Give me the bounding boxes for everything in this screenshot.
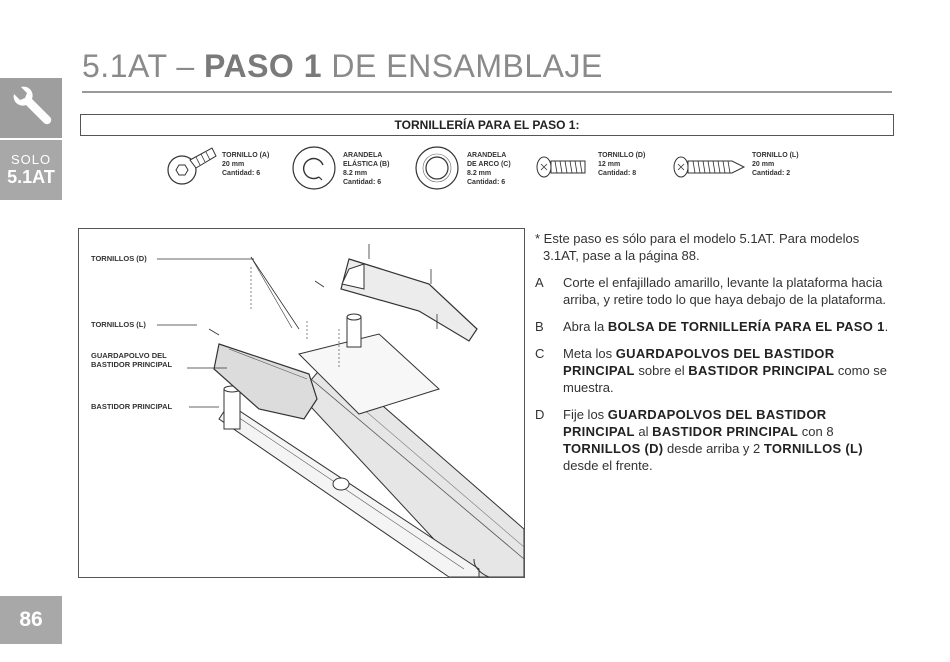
callout-screws-d: TORNILLOS (D) bbox=[91, 254, 147, 263]
part-c-name: ARANDELA bbox=[467, 152, 507, 159]
step-c-text: Meta los GUARDAPOLVOS DEL BASTIDOR PRINCIPAL sobre el BASTIDOR PRINCIPAL como se muestra. bbox=[563, 346, 888, 395]
model-label: 5.1AT bbox=[7, 167, 55, 187]
part-l-qty: Cantidad: 2 bbox=[752, 170, 791, 177]
step-b-letter: B bbox=[535, 319, 544, 334]
note-line2: 3.1AT, pase a la página 88. bbox=[543, 248, 700, 263]
wrench-tab bbox=[0, 78, 62, 138]
model-tab bbox=[0, 140, 62, 200]
solo-label: SOLO bbox=[10, 152, 52, 167]
step-a bbox=[535, 274, 895, 308]
step-a-text: Corte el enfajillado amarillo, levante la plataforma hacia arriba, y retire todo lo que haya debajo de la plataforma. bbox=[563, 275, 887, 307]
step-b bbox=[535, 318, 895, 335]
page-number: 86 bbox=[0, 596, 62, 644]
part-b-name: ARANDELA bbox=[343, 152, 383, 159]
wrench-icon bbox=[0, 78, 62, 138]
part-l-size: 20 mm bbox=[752, 161, 775, 168]
hardware-header-box bbox=[80, 114, 894, 136]
part-l-name: TORNILLO (L) bbox=[752, 152, 799, 159]
part-c-qty: Cantidad: 6 bbox=[467, 179, 506, 186]
part-a bbox=[222, 151, 269, 178]
step-d-text: Fije los GUARDAPOLVOS DEL BASTIDOR PRINCIPAL al BASTIDOR PRINCIPAL con 8 TORNILLOS (D) desde arriba y 2 TORNILLOS (L) desde el frente. bbox=[563, 407, 863, 473]
part-b bbox=[343, 151, 389, 187]
title-prefix: 5.1AT – bbox=[82, 48, 204, 84]
callout-guard-line1: GUARDAPOLVO DEL bbox=[91, 351, 167, 360]
part-a-size: 20 mm bbox=[222, 161, 245, 168]
callout-screws-l: TORNILLOS (L) bbox=[91, 320, 146, 329]
part-d-size: 12 mm bbox=[598, 161, 621, 168]
page-title bbox=[82, 48, 603, 85]
screw-l-icon bbox=[672, 152, 750, 182]
part-d bbox=[598, 151, 645, 178]
part-d-qty: Cantidad: 8 bbox=[598, 170, 637, 177]
title-rule bbox=[82, 91, 892, 93]
title-suffix: DE ENSAMBLAJE bbox=[322, 48, 603, 84]
part-a-qty: Cantidad: 6 bbox=[222, 170, 261, 177]
part-d-name: TORNILLO (D) bbox=[598, 152, 646, 159]
title-bold: PASO 1 bbox=[204, 48, 322, 84]
step-a-letter: A bbox=[535, 275, 544, 290]
part-a-name: TORNILLO (A) bbox=[222, 152, 270, 159]
callout-guard-line2: BASTIDOR PRINCIPAL bbox=[91, 360, 173, 369]
instructions bbox=[535, 230, 895, 484]
part-l bbox=[752, 151, 799, 178]
part-c-name2: DE ARCO (C) bbox=[467, 161, 511, 168]
step-c bbox=[535, 345, 895, 396]
part-b-size: 8.2 mm bbox=[343, 170, 368, 177]
assembly-diagram bbox=[78, 228, 525, 578]
callout-main-frame: BASTIDOR PRINCIPAL bbox=[91, 402, 173, 411]
step-b-text: Abra la BOLSA DE TORNILLERÍA PARA EL PASO 1. bbox=[563, 319, 889, 334]
step-d bbox=[535, 406, 895, 474]
screw-d-icon bbox=[535, 152, 595, 182]
spring-washer-icon bbox=[289, 143, 339, 193]
part-c bbox=[467, 151, 511, 187]
part-c-size: 8.2 mm bbox=[467, 170, 492, 177]
hardware-title: TORNILLERÍA PARA EL PASO 1: bbox=[394, 118, 580, 132]
arc-washer-icon bbox=[412, 143, 462, 193]
step-c-letter: C bbox=[535, 346, 545, 361]
model-note bbox=[535, 230, 895, 264]
note-line1: * Este paso es sólo para el modelo 5.1AT. Para modelos bbox=[535, 231, 860, 246]
step-d-letter: D bbox=[535, 407, 545, 422]
part-b-name2: ELÁSTICA (B) bbox=[343, 161, 390, 168]
part-b-qty: Cantidad: 6 bbox=[343, 179, 382, 186]
bolt-a-icon bbox=[160, 142, 220, 190]
